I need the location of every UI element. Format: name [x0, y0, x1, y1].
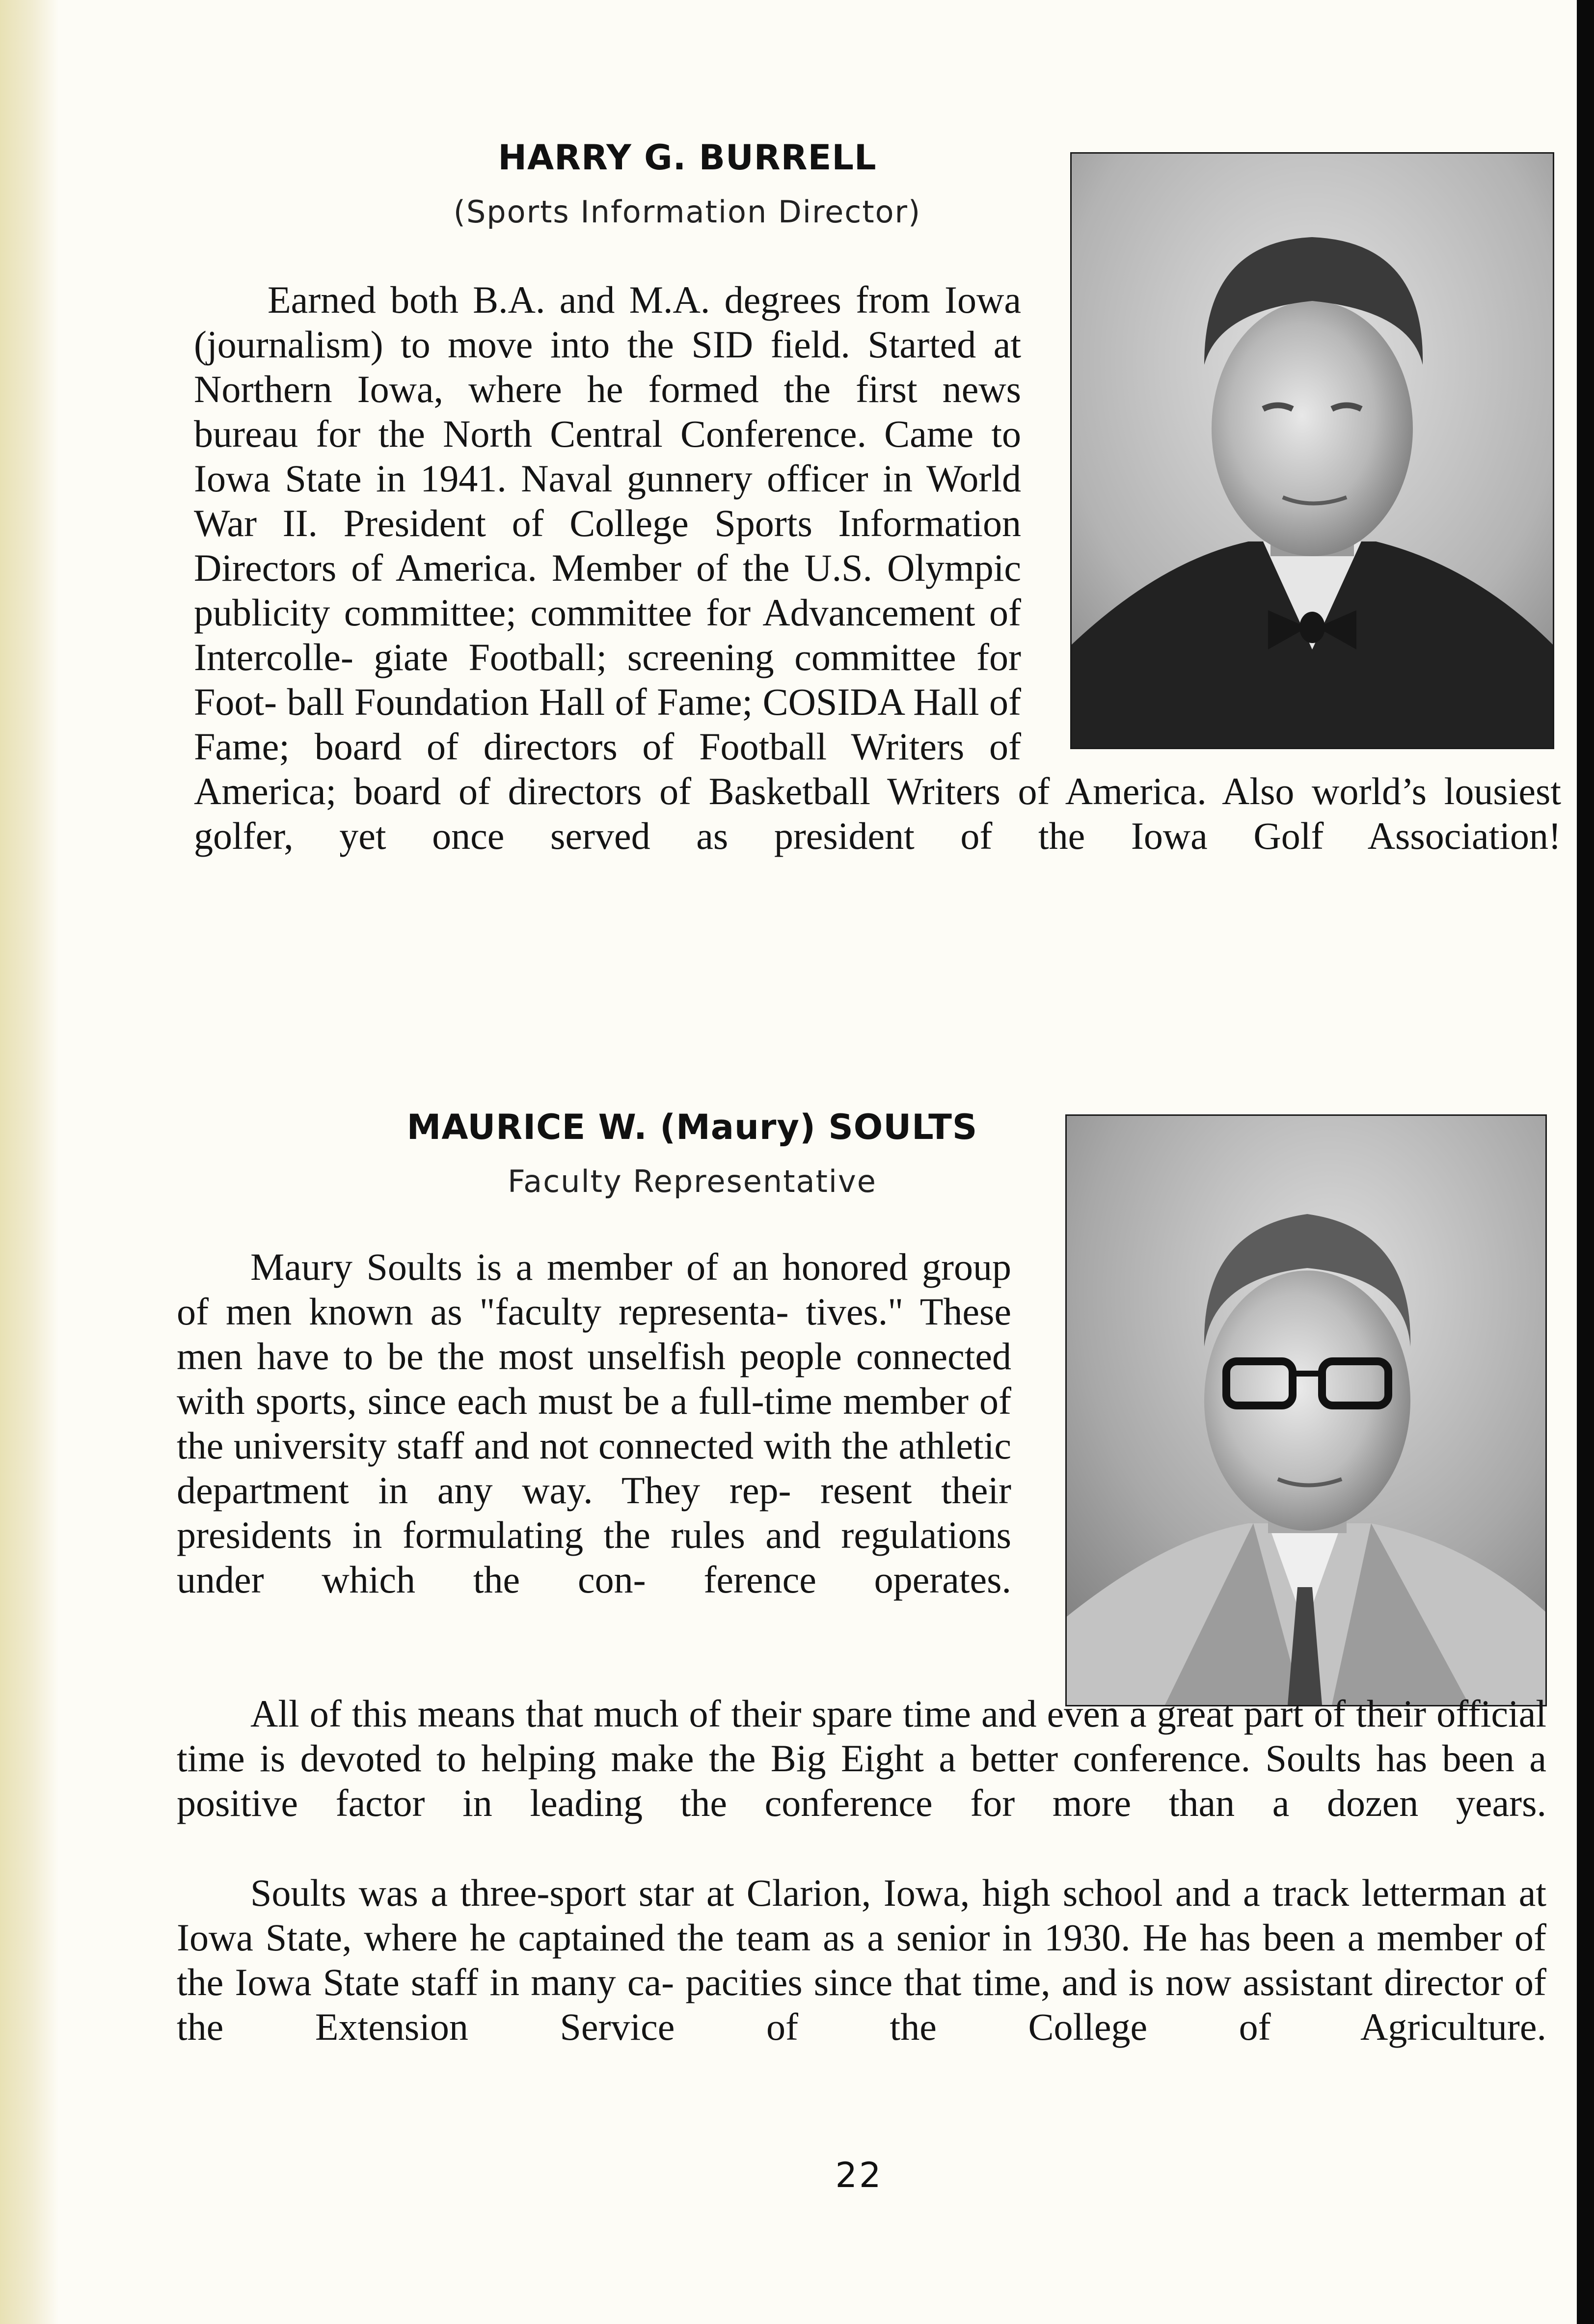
photo-wrap-spacer [1021, 277, 1561, 758]
page-number: 22 [835, 2155, 883, 2195]
portrait-photo-soults [1065, 1114, 1547, 1706]
profile-bio-soults-p2: All of this means that much of their spare time and even a great part of their official time is devoted to helping make the Big Eight a better conference. Soults has been a positive factor in leading the conference for more than a dozen years. [177, 1692, 1546, 1824]
profile-name-soults: MAURICE W. (Maury) SOULTS [406, 1107, 978, 1147]
profile-role-burrell: (Sports Information Director) [453, 194, 921, 230]
profile-bio-soults-p1: Maury Soults is a member of an honored group of men known as "faculty representa- tives." These men have to be the most unselfish people connected with sports, since each must be a full-time member of the university staff and not connected with the athletic department in any way. They rep- resent their presidents in formulating the rules and regulations under which the con- ference operates. [177, 1245, 1011, 1601]
profile-role-soults: Faculty Representative [508, 1163, 877, 1199]
profile-bio-soults-p3: Soults was a three-sport star at Clarion, Iowa, high school and a track letterman at Iowa State, where he captained the team as a senior in 1930. He has been a member of the Iowa State staff in many ca- pacities since that time, and is now assistant director of the Extension Service of the College of Agriculture. [177, 1871, 1546, 2048]
profile-bio-burrell: Earned both B.A. and M.A. degrees from Iowa (journalism) to move into the SID field. Started at Northern Iowa, where he formed the first news bureau for the North Central Conference. Came to Iowa State in 1941. Naval gunnery officer in World War II. President of College Sports Information Directors of America. Member of the U.S. Olympic publicity committee; committee for Advancement of Intercolle- giate Football; screening committee for Foot- ball Foundation Hall of Fame; COSIDA Hall of Fame; board of directors of Football Writers of America; board of directors of Basketball Writers of America. Also world’s lousiest golfer, yet once served as president of the Iowa Golf Association! [194, 278, 1561, 857]
portrait-photo-icon [1067, 1116, 1545, 1705]
profile-name-burrell: HARRY G. BURRELL [498, 137, 877, 178]
